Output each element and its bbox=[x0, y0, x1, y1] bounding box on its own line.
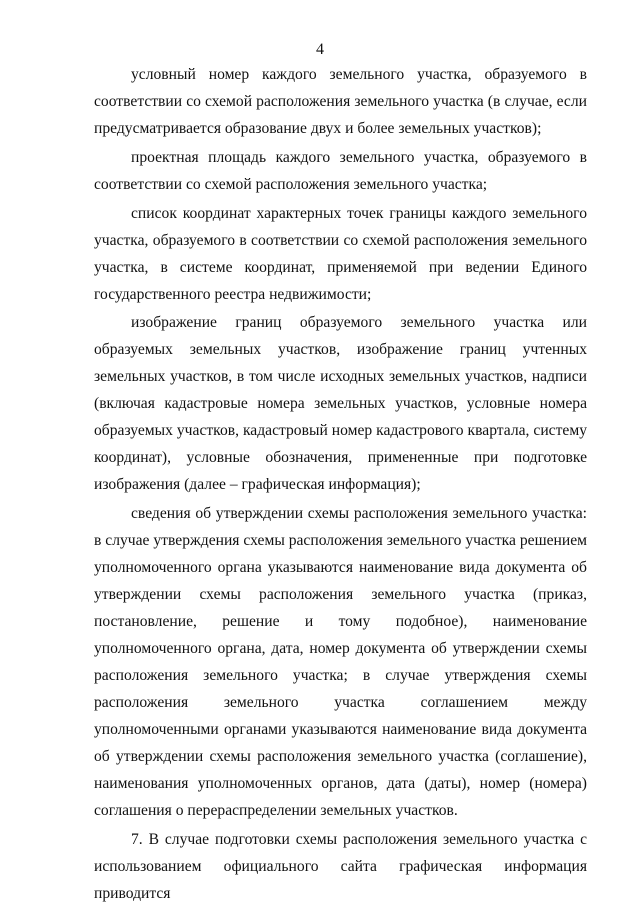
page-number: 4 bbox=[316, 41, 324, 58]
paragraph-projected-area: проектная площадь каждого земельного участка, образуемого в соответствии со схемой расположения земельного участка; bbox=[94, 149, 587, 193]
paragraph-boundaries-image: изображение границ образуемого земельного участка или образуемых земельных участков, изображение границ учтенных земельных участков, в том числе исходных земельных участков, надписи (включая кадастровые номера земельных участков, условные номера образуемых участков, кадастровый номер кадастрового квартала, систему координат), условные обозначения, примененные при подготовке изображения (далее – графическая информация); bbox=[94, 314, 587, 493]
document-body bbox=[94, 61, 587, 908]
paragraph-approval-info: сведения об утверждении схемы расположения земельного участка: в случае утверждения схемы расположения земельного участка решением уполномоченного органа указываются наименование вида документа об утверждении схемы расположения земельного участка (приказ, постановление, решение и тому подобное), наименование уполномоченного органа, дата, номер документа об утверждении схемы расположения земельного участка; в случае утверждения схемы расположения земельного участка соглашением между уполномоченными органами указываются наименование вида документа об утверждении схемы расположения земельного участка (соглашение), наименования уполномоченных органов, дата (даты), номер (номера) соглашения о перераспределении земельных участков. bbox=[94, 505, 587, 819]
paragraph-item-7: 7. В случае подготовки схемы расположения земельного участка с использованием официального сайта графическая информация приводится bbox=[94, 831, 587, 902]
paragraph-conditional-number: условный номер каждого земельного участка, образуемого в соответствии со схемой расположения земельного участка (в случае, если предусматривается образование двух и более земельных участков); bbox=[94, 66, 587, 137]
paragraph-coordinates-list: список координат характерных точек границы каждого земельного участка, образуемого в соответствии со схемой расположения земельного участка, в системе координат, применяемой при ведении Единого государственного реестра недвижимости; bbox=[94, 205, 587, 303]
